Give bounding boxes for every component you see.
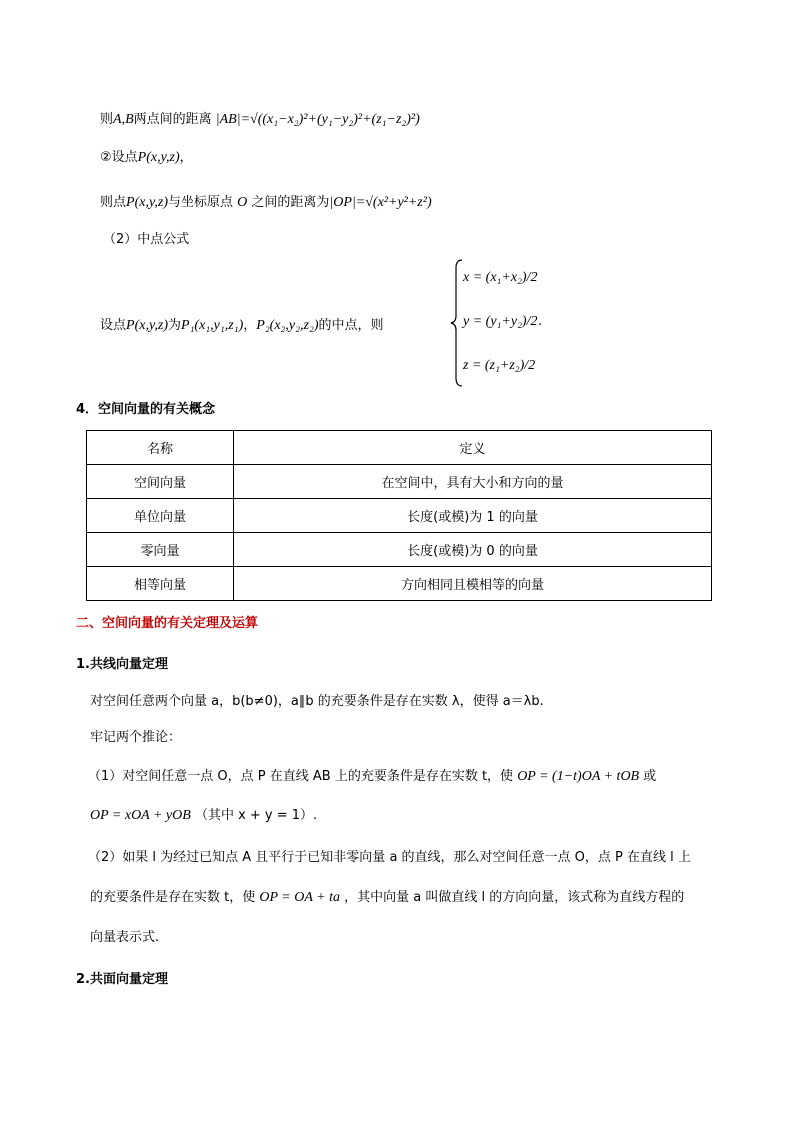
point-p-line: ②设点P(x,y,z)， — [100, 150, 193, 165]
midpoint-text-suffix: 的中点，则 — [318, 318, 384, 333]
system-brace — [450, 258, 464, 388]
table-cell: 空间向量 — [87, 465, 234, 499]
theorem1-title: 1.共线向量定理 — [76, 657, 168, 672]
corollary1-line — [88, 765, 656, 785]
table-row — [87, 499, 712, 533]
remember-line: 牢记两个推论： — [90, 730, 182, 745]
distance-ab-prefix: 则 — [100, 112, 114, 127]
table-cell: 零向量 — [87, 533, 234, 567]
distance-ab-line — [100, 108, 420, 128]
corollary2-line2 — [90, 886, 684, 906]
origin-line-prefix: 则点 — [100, 195, 127, 210]
midpoint-p2: P₂(x₂,y₂,z₂) — [256, 318, 319, 333]
table-cell: 长度(或模)为 1 的向量 — [234, 499, 712, 533]
table-cell: 相等向量 — [87, 567, 234, 601]
midpoint-text-is: 为 — [168, 318, 182, 333]
midpoint-text-prefix: 设点 — [100, 318, 127, 333]
system-y: y = (y₁+y₂)/2 — [463, 314, 538, 329]
table-row — [87, 533, 712, 567]
definitions-table — [86, 430, 712, 601]
cor1-or: 或 — [643, 769, 657, 784]
origin-line-mid: 与坐标原点 — [168, 195, 234, 210]
theorem1-body: 对空间任意两个向量 a，b(b≠0)，a∥b 的充要条件是存在实数 λ，使得 a＝λb. — [90, 694, 544, 709]
header-definition: 定义 — [234, 431, 712, 465]
cor2-suffix: ，其中向量 a 叫做直线 l 的方向向量，该式称为直线方程的 — [344, 890, 685, 905]
cor1-formula: OP = (1−t)OA + tOB — [517, 769, 640, 784]
origin-line-suffix: 之间的距离为 — [251, 195, 330, 210]
table-cell: 在空间中，具有大小和方向的量 — [234, 465, 712, 499]
cor1-text: （1）对空间任意一点 O，点 P 在直线 AB 上的充要条件是存在实数 t，使 — [88, 769, 514, 784]
distance-ab-points: A,B — [113, 112, 134, 127]
table-cell: 方向相同且模相等的向量 — [234, 567, 712, 601]
midpoint-line: 设点P(x,y,z)为P₁(x₁,y₁,z₁)，P₂(x₂,y₂,z₂)的中点，则 — [100, 318, 384, 333]
midpoint-p: P(x,y,z) — [126, 318, 168, 333]
table-header-row — [87, 431, 712, 465]
corollary2-line1: （2）如果 l 为经过已知点 A 且平行于已知非零向量 a 的直线，那么对空间任意一点 O，点 P 在直线 l 上 — [88, 850, 691, 865]
origin-line-o: O — [237, 195, 248, 210]
header-name: 名称 — [87, 431, 234, 465]
origin-distance-line — [100, 191, 432, 211]
cor1-formula2: OP = xOA + yOB — [90, 808, 191, 823]
cor2-formula: OP = OA + ta — [259, 890, 340, 905]
corollary1-line2 — [90, 804, 317, 824]
system-z: z = (z₁+z₂)/2 — [463, 358, 536, 373]
cor2-prefix: 的充要条件是存在实数 t，使 — [90, 890, 256, 905]
table-cell: 长度(或模)为 0 的向量 — [234, 533, 712, 567]
point-p-label: ②设点 — [100, 150, 138, 165]
corollary2-line3: 向量表示式. — [90, 930, 160, 945]
section4-title: 4．空间向量的有关概念 — [76, 402, 216, 417]
midpoint-p1: P₁(x₁,y₁,z₁) — [181, 318, 244, 333]
origin-formula: |OP|=√(x²+y²+z²) — [329, 195, 432, 210]
part2-title: 二、空间向量的有关定理及运算 — [76, 616, 259, 631]
distance-ab-formula: |AB|=√((x₁−x₂)²+(y₁−y₂)²+(z₁−z₂)²) — [215, 112, 420, 127]
system-x: x = (x₁+x₂)/2 — [463, 270, 538, 285]
theorem2-title: 2.共面向量定理 — [76, 972, 168, 987]
table-cell: 单位向量 — [87, 499, 234, 533]
point-p: P(x,y,z) — [137, 150, 180, 165]
table-row — [87, 465, 712, 499]
table-row — [87, 567, 712, 601]
origin-line-point: P(x,y,z) — [126, 195, 168, 210]
distance-ab-mid: 两点间的距离 — [133, 112, 212, 127]
cor1-condition: （其中 x + y = 1）. — [194, 808, 318, 823]
midpoint-title: （2）中点公式 — [103, 232, 190, 247]
